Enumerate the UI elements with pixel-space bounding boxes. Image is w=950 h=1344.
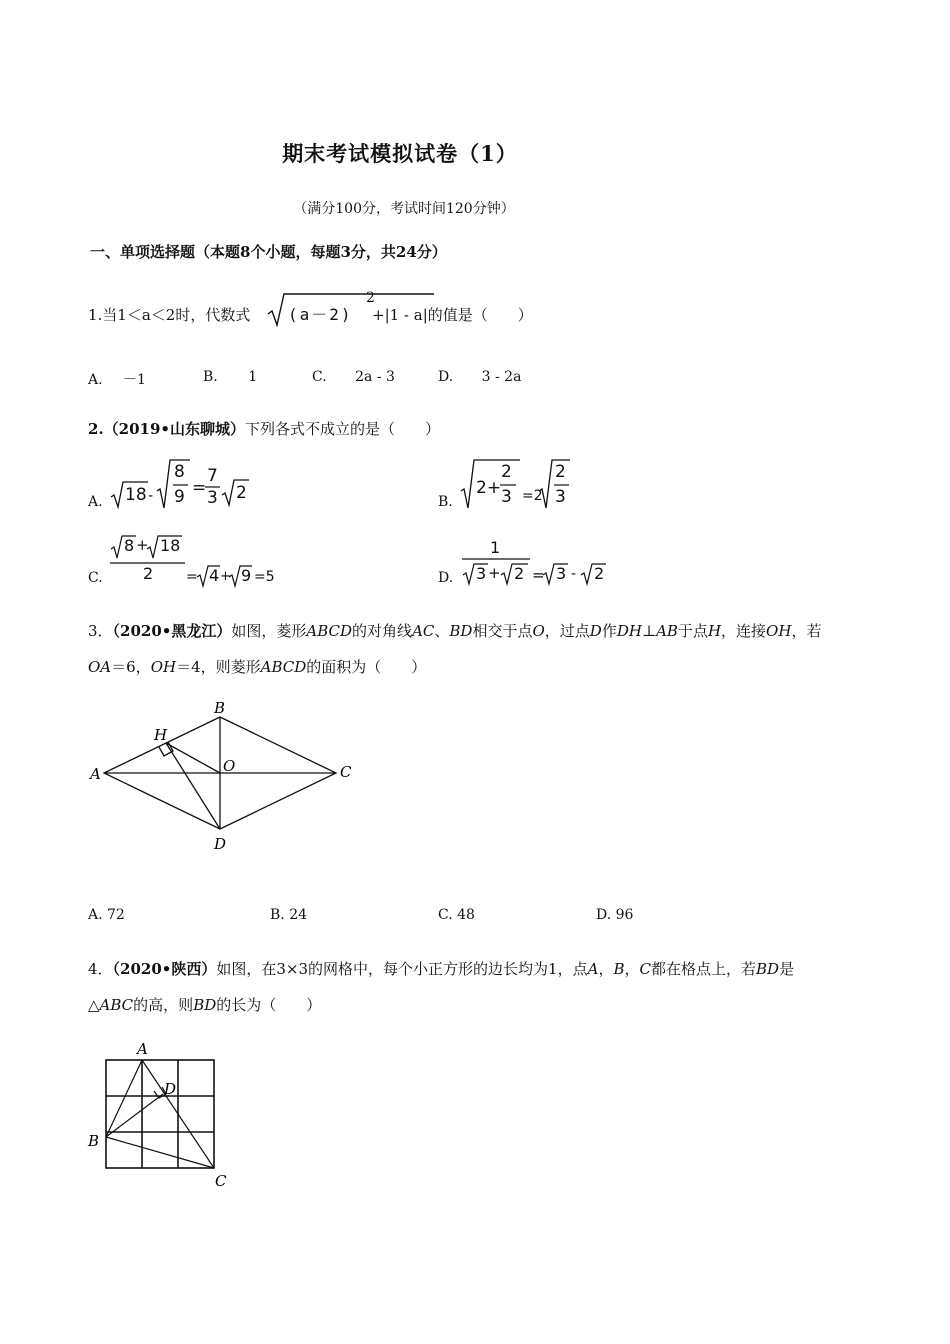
q2-option-d[interactable] (438, 536, 758, 592)
q2-option-c[interactable] (88, 534, 408, 590)
option-text: －1 (123, 372, 146, 388)
label-o: O (223, 757, 236, 775)
text: 的面积为（ ） (306, 658, 427, 676)
perp-symbol: ⊥ (641, 622, 657, 640)
radicand-3: 3 (476, 564, 487, 583)
math-var: A (587, 960, 599, 978)
q2-source: （2019•山东聊城） (103, 420, 246, 438)
text: 、 (434, 622, 450, 640)
math-var: OH (766, 622, 792, 640)
radicand-4: 4 (209, 566, 220, 585)
option-label: C. (438, 907, 453, 923)
page-subtitle: （满分100分，考试时间120分钟） (293, 201, 515, 217)
side-ab (106, 1060, 142, 1137)
text: ，连接 (721, 622, 767, 640)
page-title: 期末考试模拟试卷（1） (282, 141, 518, 166)
text: 是 (779, 960, 795, 978)
label-d: D (164, 1080, 177, 1098)
fraction-bar (462, 558, 532, 561)
text: 的长为（ ） (216, 996, 322, 1014)
triangle-symbol: △ (88, 996, 100, 1014)
altitude-bd (106, 1094, 163, 1137)
plus-sign: + (220, 569, 231, 584)
label-c: C (215, 1172, 227, 1190)
option-text: 24 (289, 907, 308, 923)
fraction-denominator: 3 (501, 487, 512, 507)
q3-option-a[interactable] (88, 907, 125, 923)
radicand-18: 18 (125, 485, 147, 505)
fraction-denominator: 9 (174, 487, 185, 507)
radicand-3: 3 (556, 564, 567, 583)
text: 如图，在3×3的网格中，每个小正方形的边长均为1，点 (216, 960, 588, 978)
q1-exponent: 2 (366, 290, 375, 306)
question-3-line-1 (88, 620, 821, 641)
fraction-denominator: 2 (143, 564, 154, 583)
text: ， (624, 960, 640, 978)
option-label: C. (88, 570, 103, 586)
text: 作 (601, 622, 617, 640)
q1-radicand: (a－2) (288, 305, 353, 324)
fraction-denominator: 3 (207, 488, 218, 508)
option-label: A. (88, 494, 103, 510)
label-a: A (90, 765, 101, 783)
q4-grid-figure (82, 1036, 242, 1196)
label-b: B (214, 699, 226, 717)
q3-option-b[interactable] (270, 907, 307, 923)
option-label: D. (438, 570, 454, 586)
text: ，若 (791, 622, 822, 640)
q1-option-a[interactable] (88, 369, 146, 389)
q2-option-a[interactable] (88, 458, 388, 518)
question-1 (88, 292, 788, 332)
option-label: A. (88, 372, 103, 388)
q3-number: 3． (88, 622, 113, 640)
option-text: 3 - 2a (481, 369, 522, 385)
radicand-8: 8 (124, 536, 135, 555)
q4-number: 4． (88, 960, 113, 978)
equals-two: =2 (522, 488, 543, 504)
question-4-line-1 (88, 958, 794, 979)
label-h: H (154, 726, 168, 744)
math-var: ABCD (306, 622, 353, 640)
question-3-line-2 (88, 656, 426, 677)
option-label: D. (596, 907, 612, 923)
math-var: DH (616, 622, 642, 640)
q3-source: （2020•黑龙江） (112, 622, 232, 640)
label-d: D (214, 835, 227, 853)
fraction-numerator: 7 (207, 466, 218, 486)
math-var: AC (412, 622, 435, 640)
math-var: H (707, 622, 722, 640)
math-var: B (613, 960, 625, 978)
math-var: C (639, 960, 651, 978)
option-text: 1 (248, 369, 258, 385)
fraction-numerator: 8 (174, 462, 185, 482)
q2-stem: 下列各式不成立的是（ ） (245, 420, 441, 438)
fraction-denominator: 3 (555, 487, 566, 507)
math-var: BD (449, 622, 473, 640)
text: ＝6， (111, 658, 151, 676)
minus-sign: - (571, 566, 577, 582)
text: 如图，菱形 (231, 622, 307, 640)
text: 都在格点上，若 (650, 960, 756, 978)
text: ＝4，则菱形 (176, 658, 261, 676)
q1-suffix: +|1 - a|的值是（ ） (372, 306, 533, 324)
q1-option-c[interactable] (312, 369, 395, 385)
option-text: 2a - 3 (355, 369, 395, 385)
radicand-2: 2 (514, 564, 525, 583)
radicand-2: 2 (236, 483, 247, 503)
section-heading: 一、单项选择题（本题8个小题，每题3分，共24分） (90, 243, 447, 261)
side-bc (106, 1137, 214, 1168)
radicand-9: 9 (241, 566, 252, 585)
text: 于点 (677, 622, 708, 640)
q4-source: （2020•陕西） (112, 960, 217, 978)
q3-option-d[interactable] (596, 907, 633, 923)
q1-option-d[interactable] (438, 369, 521, 385)
radicand-18: 18 (160, 536, 181, 555)
plus-sign: + (488, 564, 501, 582)
minus-sign: - (148, 488, 154, 504)
plus-sign: + (136, 536, 149, 554)
grid-outline (106, 1060, 214, 1168)
option-text: 48 (457, 907, 475, 923)
equals-sign: = (532, 566, 545, 584)
question-2 (88, 418, 440, 439)
question-4-line-2 (88, 994, 321, 1015)
radicand-2: 2 (594, 564, 605, 583)
option-text: 72 (107, 907, 125, 923)
option-label: B. (270, 907, 285, 923)
segment-oh (166, 743, 220, 773)
math-var: O (532, 622, 545, 640)
fraction-numerator: 2 (501, 462, 512, 482)
option-label: D. (438, 369, 454, 385)
q3-option-c[interactable] (438, 907, 475, 923)
text: 的对角线 (352, 622, 413, 640)
q1-prefix: 1.当1＜a＜2时，代数式 (88, 306, 251, 324)
text: 相交于点 (472, 622, 533, 640)
math-var: AB (656, 622, 678, 640)
math-var: BD (756, 960, 780, 978)
text: ，过点 (544, 622, 590, 640)
text: ， (598, 960, 614, 978)
math-var: ABC (99, 996, 134, 1014)
option-label: C. (312, 369, 327, 385)
fraction-numerator: 1 (490, 538, 501, 557)
label-a: A (137, 1040, 148, 1058)
equals-sign: = (192, 478, 207, 498)
equals-sign: = (186, 569, 198, 585)
label-b: B (88, 1132, 100, 1150)
math-var: D (589, 622, 602, 640)
q2-number: 2. (88, 420, 104, 438)
fraction-numerator: 2 (555, 462, 566, 482)
q3-rhombus-figure (80, 695, 360, 855)
option-label: B. (438, 494, 453, 510)
option-label: B. (203, 369, 218, 385)
text: 的高，则 (133, 996, 194, 1014)
label-c: C (340, 763, 352, 781)
math-var: OH (150, 658, 177, 676)
result: =5 (254, 569, 275, 585)
option-label: A. (88, 907, 103, 923)
math-var: OA (88, 658, 112, 676)
option-text: 96 (615, 907, 634, 923)
integer-part: 2+ (476, 478, 502, 498)
q2-option-b[interactable] (438, 458, 738, 518)
q1-option-b[interactable] (203, 369, 257, 385)
math-var: BD (193, 996, 217, 1014)
math-var: ABCD (260, 658, 307, 676)
